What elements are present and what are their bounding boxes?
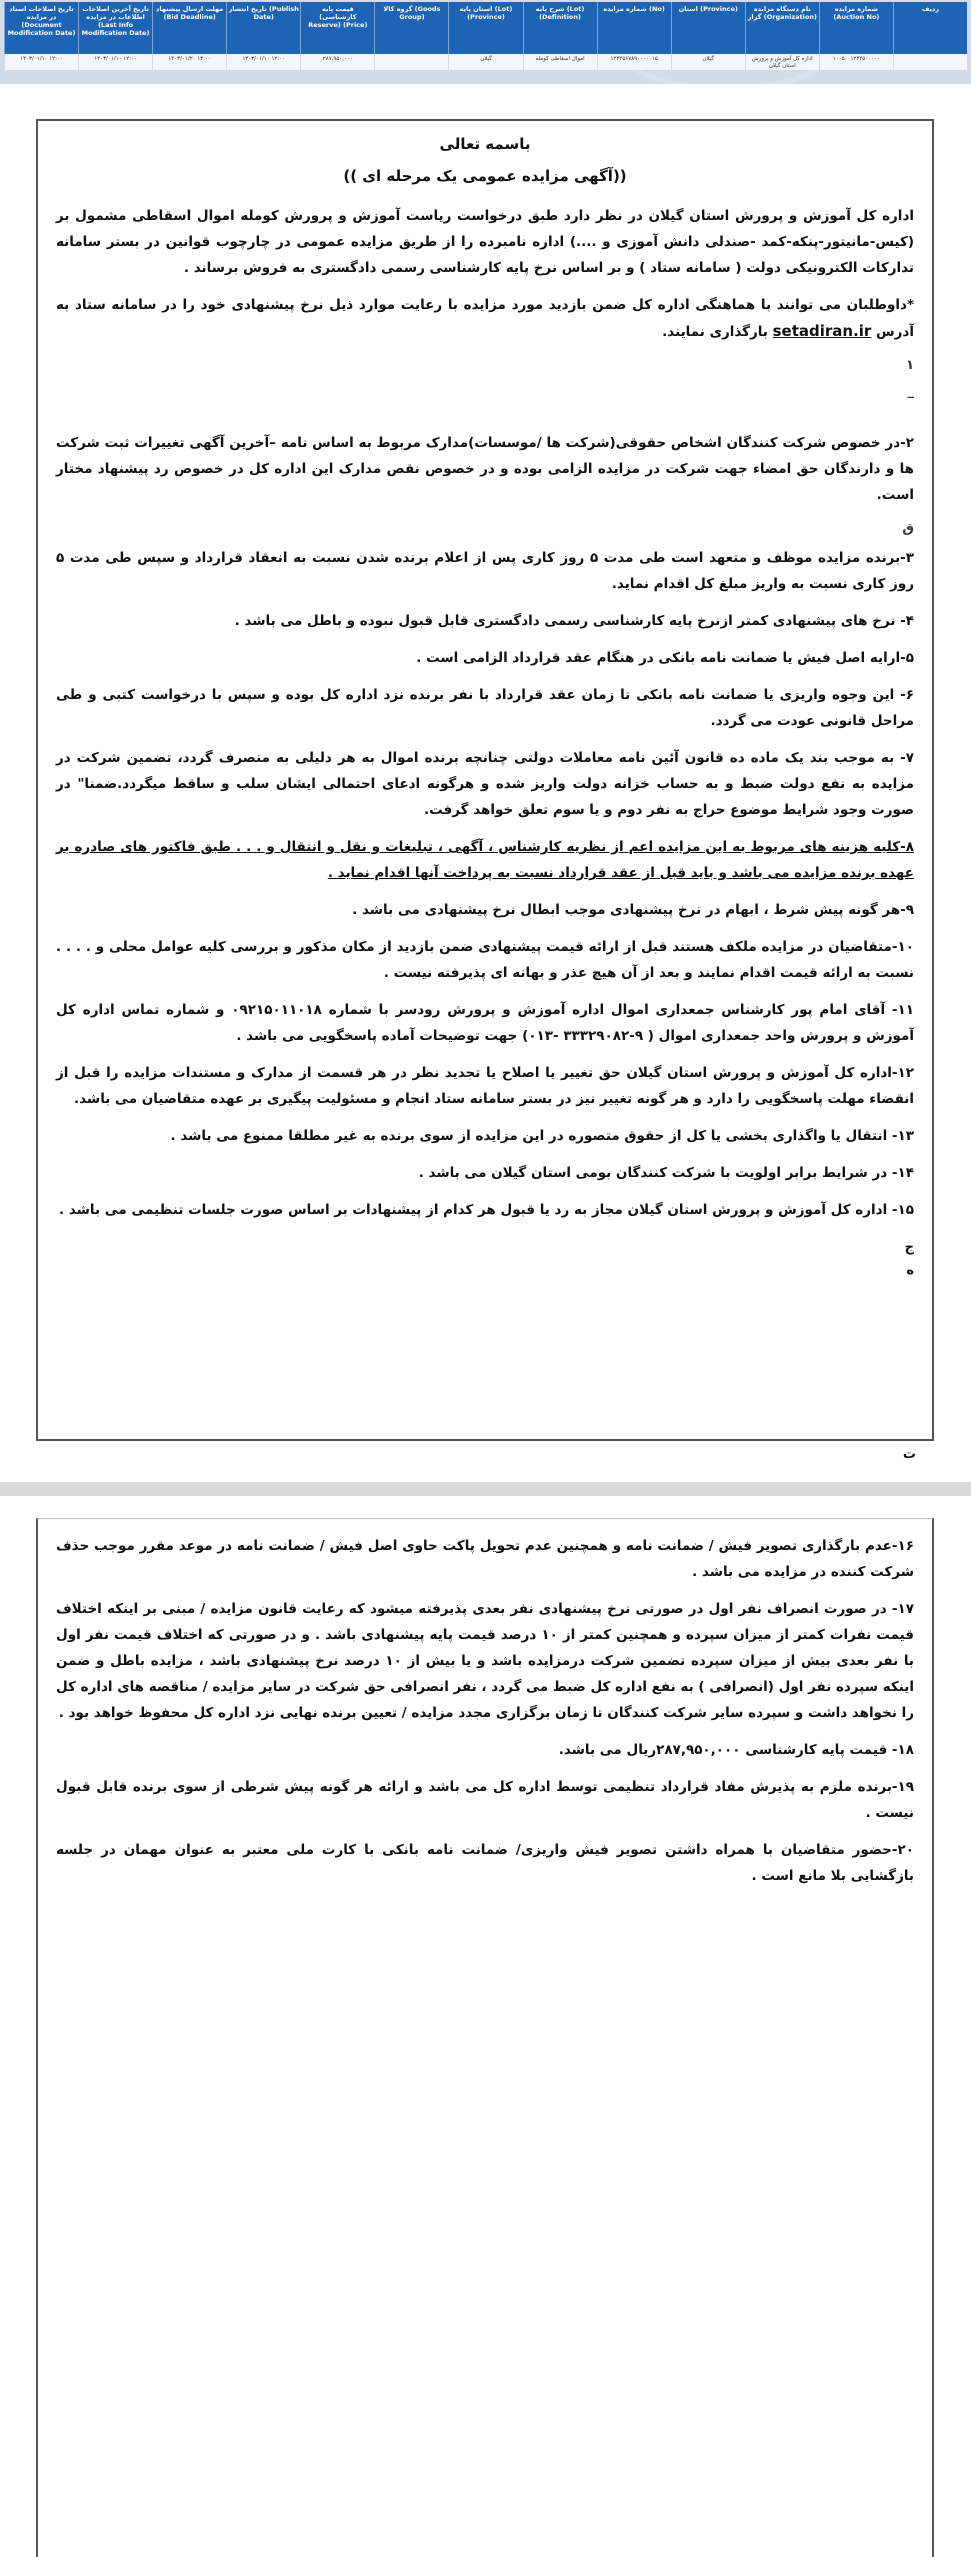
table-cell <box>893 54 967 70</box>
clause-15: ۱۵- اداره کل آموزش و پرورش استان گیلان مجاز به رد یا قبول هر کدام از پیشنهادات بر اساس صورت جلسات تنظیمی می باشد . <box>59 1202 914 1218</box>
header-cell: قیمت پایه (کارشناسی Reserve) (Price) <box>300 2 374 54</box>
header-cell: تاریخ آخرین اصلاحات اطلاعات در مزایده (Last Info Modification Date) <box>78 2 152 54</box>
clause-14: ۱۴- در شرایط برابر اولویت با شرکت کنندگان بومی استان گیلان می باشد . <box>418 1165 914 1181</box>
clause-12: ۱۲-اداره کل آموزش و پرورش استان گیلان حق تغییر یا اصلاح یا تجدید نظر در هر قسمت از مدارک و مستندات مزایده را قبل از انقضاء مهلت پاسخگویی را دارد و هر گونه تغییر نیز در بستر سامانه ستاد انجام و مسئولیت پیگیری بر عهده متقاضیان می باشد. <box>56 1065 914 1107</box>
table-row[interactable] <box>4 54 967 70</box>
clause-2: ۲-در خصوص شرکت کنندگان اشخاص حقوقی(شرکت ها /موسسات)مدارک مربوط به اساس نامه –آخرین آگهی تغییرات ثبت شرکت ها و دارندگان حق امضاء جهت شرکت در مزایده الزامی بوده و در خصوص نقص مدارک این اداره کل در خصوص رد پیشنهاد مختار است. <box>56 435 914 503</box>
table-cell: ۱۰۰۵۰۰۱۲۳۴۵۰۰۰۰۰ <box>819 54 893 70</box>
table-cell: ۱۴۰۳/۰۱/۱۰ ۱۲:۰۰ <box>226 54 300 70</box>
setad-link[interactable]: setadiran.ir <box>772 322 872 340</box>
table-cell: ۲۸۷,۹۵۰,۰۰۰ <box>300 54 374 70</box>
page1-tail-mark <box>36 1444 934 1465</box>
header-cell: استان (Province) <box>671 2 745 54</box>
clause-13: ۱۳- انتقال یا واگذاری بخشی یا کل از حقوق متصوره در این مزایده از سوی برنده به غیر مطلقا ممنوع می باشد . <box>170 1128 914 1144</box>
applicants-text-end: بارگذاری نمایند. <box>662 324 768 340</box>
header-cell: شماره مزایده (Auction No) <box>819 2 893 54</box>
header-cell: مهلت ارسال پیشنهاد (Bid Deadline) <box>152 2 226 54</box>
table-cell: ۱۴۰۳/۰۱/۲۰ ۱۴:۰۰ <box>152 54 226 70</box>
applicants-paragraph <box>56 292 914 345</box>
table-cell: اداره کل آموزش و پرورش استان گیلان <box>745 54 819 70</box>
header-cell: شرح پایه (Lot) (Definition) <box>523 2 597 54</box>
clause-11: ۱۱- آقای امام پور کارشناس جمعداری اموال اداره آموزش و پرورش رودسر با شماره ۰۹۲۱۵۰۱۱۰۱۸ و شماره تماس اداره کل آموزش و پرورش واحد جمعداری اموال ( ۹-۳۳۳۲۹۰۸۲ -۰۱۳) جهت توضیحات آماده پاسخگویی می باشد . <box>56 1002 915 1044</box>
doc-heading: باسمه تعالی <box>439 135 531 153</box>
page-separator <box>0 1482 971 1496</box>
clause-10: ۱۰-متقاضیان در مزایده ملکف هستند قبل از ارائه قیمت پیشنهادی ضمن بازدید از مکان مذکور و بررسی کلیه عوامل محلی و . . . . نسبت به ارائه قیمت اقدام نمایند و بعد از آن هیچ عذر و بهانه ای پذیرفته نیست . <box>56 939 914 981</box>
header-cell: تاریخ انتشار (Publish Date) <box>226 2 300 54</box>
header-cell: شماره مزایده (No) <box>597 2 671 54</box>
margin-mark: ق <box>902 521 914 536</box>
clause-19: ۱۹-برنده ملزم به پذیرش مفاد قرارداد تنظیمی توسط اداره کل می باشد و ارائه هر گونه پیش شرطی از سوی برنده قابل قبول نیست . <box>56 1779 914 1821</box>
notice-page-1 <box>36 119 934 1441</box>
clause-17: ۱۷- در صورت انصراف نفر اول در صورتی نرخ پیشنهادی نفر بعدی پذیرفته میشود که رعایت قانون مزایده / مبنی بر اینکه اختلاف قیمت نفرات کمتر از میزان سپرده و همچنین کمتر از ۱۰ درصد قیمت پایه پیشنهادی باشد . و در صورتی که اختلاف قیمت نفر اول با نفر بعدی بیش از میزان سپرده تضمین شرکت درمزایده باشد و یا بیش از ۱۰ درصد نرخ پیشنهادی باشد ، مزایده باطل و ضمن اینکه سپرده نفر اول (انصرافی ) به نفع اداره کل ضبط می گردد ، نفر انصرافی حق شرکت در سایر مزایده / مناقصه های اداره کل را نخواهد داشت و سپرده سایر شرکت کنندگان تا زمان برگزاری مجدد مزایده / تعیین برنده نهایی نزد اداره کل محفوظ خواهد بود . <box>56 1601 914 1721</box>
header-cell: تاریخ اصلاحات اسناد در مزایده (Document Modification Date) <box>4 2 78 54</box>
notice-title: ((آگهی مزایده عمومی یک مرحله ای )) <box>343 167 627 185</box>
table-cell: ۱۲۳۴۵۶۷۸۹۰۰۰۰۰۱۵ <box>597 54 671 70</box>
margin-mark: _ <box>907 384 914 399</box>
clause-6: ۶- این وجوه واریزی یا ضمانت نامه بانکی تا زمان عقد قرارداد با نفر برنده نزد اداره کل بوده و سپس با درخواست کتبی و طی مراحل قانونی عودت می گردد. <box>56 687 914 729</box>
clause-3: ۳-برنده مزایده موظف و متعهد است طی مدت ۵ روز کاری پس از اعلام برنده شدن نسبت به انعقاد قرارداد و سپس طی مدت ۵ روز کاری نسبت به واریز مبلغ کل اقدام نماید. <box>56 550 914 592</box>
table-cell <box>374 54 448 70</box>
table-cell: ۱۴۰۳/۰۱/۱۰ ۱۲:۰۰ <box>78 54 152 70</box>
auction-table-strip <box>0 0 971 84</box>
margin-mark: ۱ <box>906 358 914 373</box>
margin-mark: ت <box>902 1447 916 1462</box>
intro-paragraph: اداره کل آموزش و پرورش استان گیلان در نظر دارد طبق درخواست ریاست آموزش و پرورش کومله اموال اسقاطی مشمول بر (کیس-مانیتور-پنکه-کمد -صندلی دانش آموزی و ....) اداره نامبرده را از طریق مزایده عمومی در چارچوب قوانین در بستر سامانه تدارکات الکترونیکی دولت ( سامانه ستاد ) و بر اساس نرخ پایه کارشناسی رسمی دادگستری به فروش برساند . <box>56 208 914 276</box>
clause-7: ۷- به موجب بند یک ماده ده قانون آئین نامه معاملات دولتی چنانچه برنده اموال به هر دلیلی به منصرف گردد، تضمین شرکت در مزایده به نفع دولت ضبط و به حساب خزانه دولت واریز شده و هرگونه ادعای احتمالی ایشان سلب و ساقط میگردد.ضمنا" در صورت وجود شرایط موضوع حراج به نفر دوم و یا سوم تعلق خواهد گرفت. <box>56 750 914 818</box>
table-cell: ۱۴۰۳/۰۱/۱۰ ۱۲:۰۰ <box>4 54 78 70</box>
table-cell: گیلان <box>671 54 745 70</box>
applicants-text: *داوطلبان می توانند با هماهنگی اداره کل ضمن بازدید مورد مزایده با رعایت موارد ذیل نرخ پیشنهادی خود را در سامانه ستاد به آدرس <box>56 297 914 340</box>
header-cell: نام دستگاه مزایده گزار (Organization) <box>745 2 819 54</box>
header-cell: گروه کالا (Goods Group) <box>374 2 448 54</box>
clause-20: ۲۰-حضور متقاضیان با همراه داشتن تصویر فیش واریزی/ ضمانت نامه بانکی با کارت ملی معتبر به عنوان مهمان در جلسه بازگشایی بلا مانع است . <box>56 1842 914 1884</box>
margin-mark: ج <box>904 1240 914 1255</box>
clause-8: ۸-کلیه هزینه های مربوط به این مزایده اعم از نظریه کارشناس ، آگهی ، تبلیغات و نقل و انتقال و . . . طبق فاکتور های صادره بر عهده برنده مزایده می باشد و باید قبل از عقد قرارداد نسبت به پرداخت آنها اقدام نماید . <box>56 839 914 881</box>
notice-page-2 <box>36 1518 934 2557</box>
clause-4: ۴- نرخ های پیشنهادی کمتر ازنرخ پایه کارشناسی رسمی دادگستری قابل قبول نبوده و باطل می باشد . <box>234 613 914 629</box>
clause-16: ۱۶-عدم بارگذاری تصویر فیش / ضمانت نامه و همچنین عدم تحویل پاکت حاوی اصل فیش / ضمانت نامه در موعد مقرر موجب حذف شرکت کننده در مزایده می باشد . <box>56 1538 914 1580</box>
clause-5: ۵-ارایه اصل فیش یا ضمانت نامه بانکی در هنگام عقد قرارداد الزامی است . <box>416 650 914 666</box>
auction-table-header <box>4 2 967 54</box>
table-cell: اموال اسقاطی کومله <box>523 54 597 70</box>
clause-18: ۱۸- قیمت پایه کارشناسی ۲۸۷,۹۵۰,۰۰۰ریال می باشد. <box>558 1742 914 1758</box>
table-cell: گیلان <box>448 54 522 70</box>
margin-mark: ه <box>906 1263 914 1278</box>
clause-9: ۹-هر گونه پیش شرط ، ابهام در نرخ پیشنهادی موجب ابطال نرخ پیشنهادی می باشد . <box>352 902 914 918</box>
header-cell: استان پایه (Lot) (Province) <box>448 2 522 54</box>
header-cell: ردیف <box>893 2 967 54</box>
